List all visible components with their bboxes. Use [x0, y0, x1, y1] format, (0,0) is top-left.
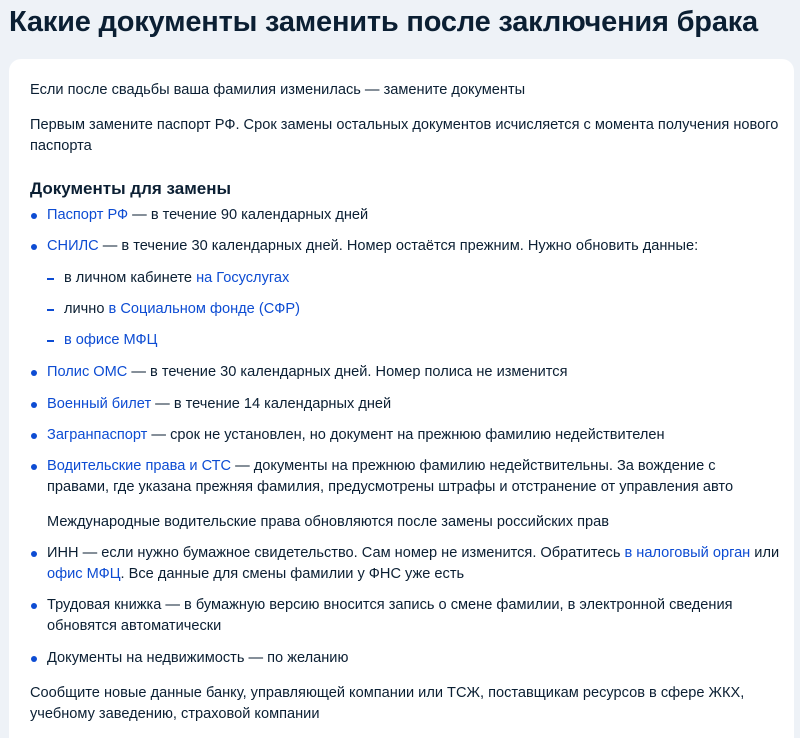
list-item-text	[47, 425, 780, 446]
license-note	[30, 512, 780, 533]
sfr-link[interactable]: в Социальном фонде (СФР)	[108, 301, 300, 317]
list-item-license	[30, 456, 780, 498]
oms-link[interactable]: Полис ОМС	[47, 364, 128, 380]
list-subitem-text	[64, 268, 780, 289]
bullet-icon	[31, 213, 37, 219]
list-subitem-sfr	[30, 299, 780, 320]
foreign-passport-text: — срок не установлен, но документ на прежнюю фамилию недействителен	[147, 427, 665, 443]
list-subitem-text	[64, 299, 780, 320]
bullet-icon	[31, 551, 37, 557]
list-item-workbook	[30, 595, 780, 637]
list-item-text	[47, 236, 780, 257]
sfr-text: лично	[64, 301, 109, 317]
list-item-realty	[30, 648, 780, 669]
list-subitem-gosuslugi	[30, 268, 780, 289]
list-item-text	[47, 543, 780, 585]
bullet-icon	[31, 244, 37, 250]
bullet-icon	[31, 464, 37, 470]
list-item-text: Трудовая книжка — в бумажную версию вносится запись о смене фамилии, в электронной сведения обновятся автоматически	[47, 597, 733, 634]
section-title: Документы для замены	[30, 179, 232, 198]
outro-paragraph: Сообщите новые данные банку, управляющей компании или ТСЖ, поставщикам ресурсов в сфере ЖКХ, учебному заведению, страховой компании	[30, 685, 745, 722]
bullet-icon	[31, 370, 37, 376]
list-item-inn	[30, 543, 780, 585]
list-subitem-text	[64, 330, 780, 351]
dash-icon	[47, 340, 54, 342]
mfc-office-link[interactable]: в офисе МФЦ	[64, 332, 158, 348]
list-item-foreign-passport	[30, 425, 780, 446]
passport-text: — в течение 90 календарных дней	[128, 207, 369, 223]
list-item-text: Документы на недвижимость — по желанию	[47, 650, 349, 666]
tax-office-link[interactable]: в налоговый орган	[624, 545, 751, 561]
dash-icon	[47, 309, 54, 311]
gosuslugi-text: в личном кабинете	[64, 270, 197, 286]
list-item-snils	[30, 236, 780, 257]
list-subitem-mfc	[30, 330, 780, 351]
license-note-text: Международные водительские права обновляются после замены российских прав	[47, 514, 610, 530]
list-item-military	[30, 394, 780, 415]
military-id-link[interactable]: Военный билет	[47, 396, 152, 412]
bullet-icon	[31, 402, 37, 408]
list-item-text	[47, 456, 780, 498]
license-text: — документы на прежнюю фамилию недействительны. За вождение с правами, где указана прежняя фамилия, предусмотрены штрафы и отстранение от управления авто	[47, 458, 734, 495]
inn-text-3: . Все данные для смены фамилии у ФНС уже есть	[120, 566, 465, 582]
list-item-passport	[30, 205, 780, 226]
content-card	[9, 59, 794, 738]
mfc-link[interactable]: офис МФЦ	[47, 566, 121, 582]
list-item-text	[47, 394, 780, 415]
intro-paragraph-1: Если после свадьбы ваша фамилия изменилась — замените документы	[30, 82, 526, 98]
bullet-icon	[31, 603, 37, 609]
page-title: Какие документы заменить после заключения брака	[9, 6, 758, 38]
list-item-text	[47, 205, 780, 226]
bullet-icon	[31, 433, 37, 439]
dash-icon	[47, 278, 54, 280]
list-item-text	[47, 362, 780, 383]
snils-link[interactable]: СНИЛС	[47, 238, 99, 254]
list-item-oms	[30, 362, 780, 383]
license-link[interactable]: Водительские права и СТС	[47, 458, 232, 474]
inn-text-2: или	[750, 545, 780, 561]
foreign-passport-link[interactable]: Загранпаспорт	[47, 427, 148, 443]
snils-text: — в течение 30 календарных дней. Номер остаётся прежним. Нужно обновить данные:	[98, 238, 699, 254]
oms-text: — в течение 30 календарных дней. Номер полиса не изменится	[127, 364, 568, 380]
military-text: — в течение 14 календарных дней	[151, 396, 392, 412]
passport-link[interactable]: Паспорт РФ	[47, 207, 129, 223]
gosuslugi-link[interactable]: на Госуслугах	[196, 270, 290, 286]
inn-text-1: ИНН — если нужно бумажное свидетельство. Сам номер не изменится. Обратитесь	[47, 545, 625, 561]
intro-paragraph-2: Первым замените паспорт РФ. Срок замены остальных документов исчисляется с момента получения нового паспорта	[30, 117, 779, 154]
bullet-icon	[31, 656, 37, 662]
